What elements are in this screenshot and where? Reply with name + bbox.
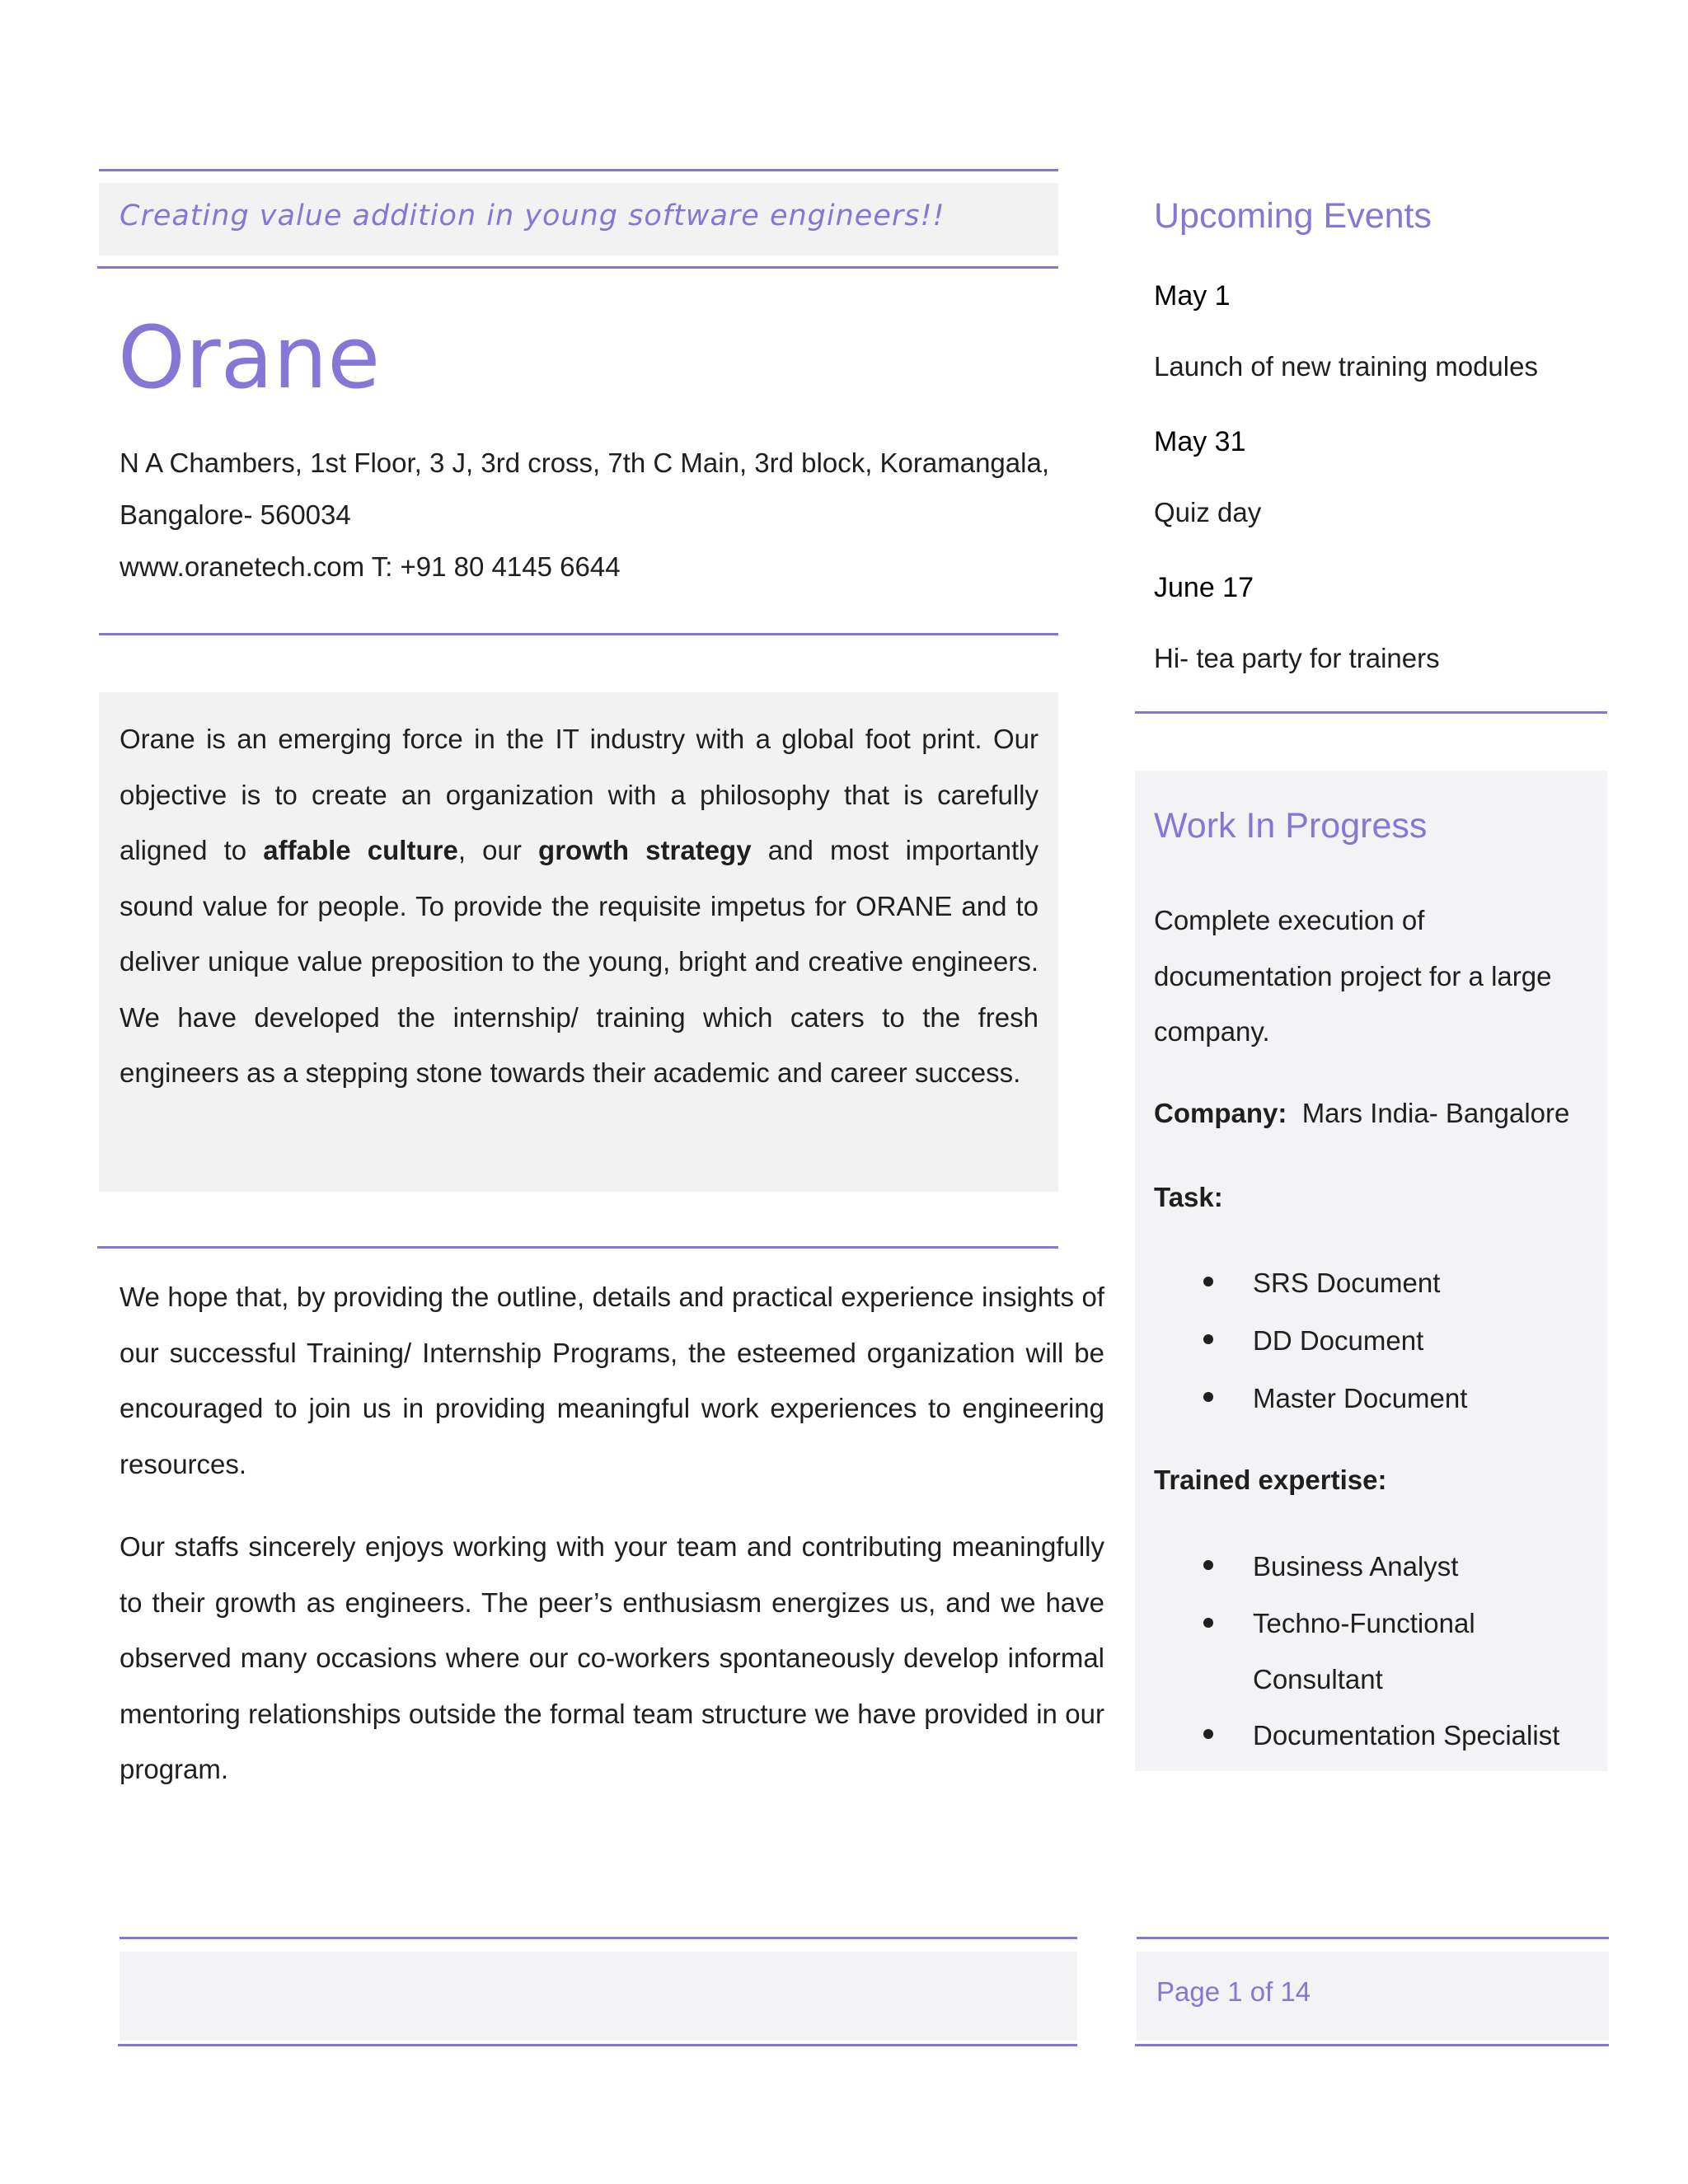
intro-paragraph <box>120 711 1039 1101</box>
event-date: May 1 <box>1154 280 1231 312</box>
tagline: Creating value addition in young software engineers!! <box>120 199 945 232</box>
list-item: Documentation Specialist <box>1154 1707 1599 1765</box>
footer-left-top-rule <box>120 1937 1077 1939</box>
event-desc: Hi- tea party for trainers <box>1154 643 1440 673</box>
event-date: June 17 <box>1154 572 1254 603</box>
company-line <box>1154 1086 1569 1141</box>
list-item: DD Document <box>1154 1312 1599 1370</box>
page-number: Page 1 of 14 <box>1156 1976 1311 2007</box>
address-line-1: N A Chambers, 1st Floor, 3 J, 3rd cross, 7th C Main, 3rd block, Koramangala, <box>120 448 1049 478</box>
task-list <box>1154 1254 1599 1427</box>
address-line-2: Bangalore- 560034 <box>120 499 351 530</box>
address-bottom-rule <box>99 633 1058 635</box>
company-label: Company: <box>1154 1098 1287 1128</box>
event-date: May 31 <box>1154 426 1246 457</box>
progress-description: Complete execution of documentation project for a large company. <box>1154 905 1552 1047</box>
intro-bold-growth-strategy: growth strategy <box>538 835 752 865</box>
tagline-bottom-rule <box>97 266 1058 269</box>
bullet-icon <box>1203 1277 1213 1286</box>
body-paragraph-1: We hope that, by providing the outline, details and practical experience insights of our successful Training/ Internship Programs, the esteemed organization will be encouraged to join us in providing meaningful work experiences to engineering resources. <box>120 1282 1104 1479</box>
list-item: Master Document <box>1154 1370 1599 1427</box>
event-desc: Launch of new training modules <box>1154 351 1538 382</box>
footer-right-bottom-rule <box>1135 2044 1609 2046</box>
intro-bold-affable-culture: affable culture <box>263 835 458 865</box>
intro-text-3: and most importantly sound value for people. To provide the requisite impetus for ORANE and to deliver unique value preposition to the young, bright and creative engineers. We have developed the internship/ training which caters to the fresh engineers as a stepping stone towards their academic and career success. <box>120 835 1039 1088</box>
address-block <box>120 437 1059 593</box>
footer-left-band <box>120 1952 1077 2041</box>
company-value: Mars India- Bangalore <box>1301 1098 1570 1128</box>
list-item: SRS Document <box>1154 1254 1599 1312</box>
intro-bottom-rule <box>97 1246 1058 1249</box>
bullet-icon <box>1203 1618 1213 1628</box>
tagline-top-rule <box>99 169 1058 171</box>
events-bottom-rule <box>1135 711 1607 714</box>
bullet-icon <box>1203 1729 1213 1739</box>
footer-right-top-rule <box>1137 1937 1609 1939</box>
task-label: Task: <box>1154 1182 1223 1212</box>
list-item: Business Analyst <box>1154 1538 1599 1596</box>
body-paragraph-2: Our staffs sincerely enjoys working with your team and contributing meaningfully to their growth as engineers. The peer’s enthusiasm energizes us, and we have observed many occasions where our co-workers spontaneously develop informal mentoring relationships outside the formal team structure we have provided in our program. <box>120 1531 1104 1784</box>
events-heading: Upcoming Events <box>1154 196 1432 236</box>
org-name: Orane <box>118 307 381 408</box>
footer-left-bottom-rule <box>118 2044 1077 2046</box>
intro-text-2: , our <box>457 835 522 865</box>
progress-heading: Work In Progress <box>1154 806 1428 846</box>
bullet-icon <box>1203 1392 1213 1402</box>
bullet-icon <box>1203 1334 1213 1344</box>
expertise-label: Trained expertise: <box>1154 1465 1387 1495</box>
intro-text-1: Orane is an emerging force in the IT industry with a global foot print. Our objective is to create an organization with a philosophy that is carefully aligned to <box>120 724 1039 865</box>
bullet-icon <box>1203 1560 1213 1570</box>
contact-line: www.oranetech.com T: +91 80 4145 6644 <box>120 551 621 582</box>
event-desc: Quiz day <box>1154 497 1262 527</box>
list-item: Techno-Functional Consultant <box>1154 1596 1599 1707</box>
expertise-list <box>1154 1538 1599 1765</box>
